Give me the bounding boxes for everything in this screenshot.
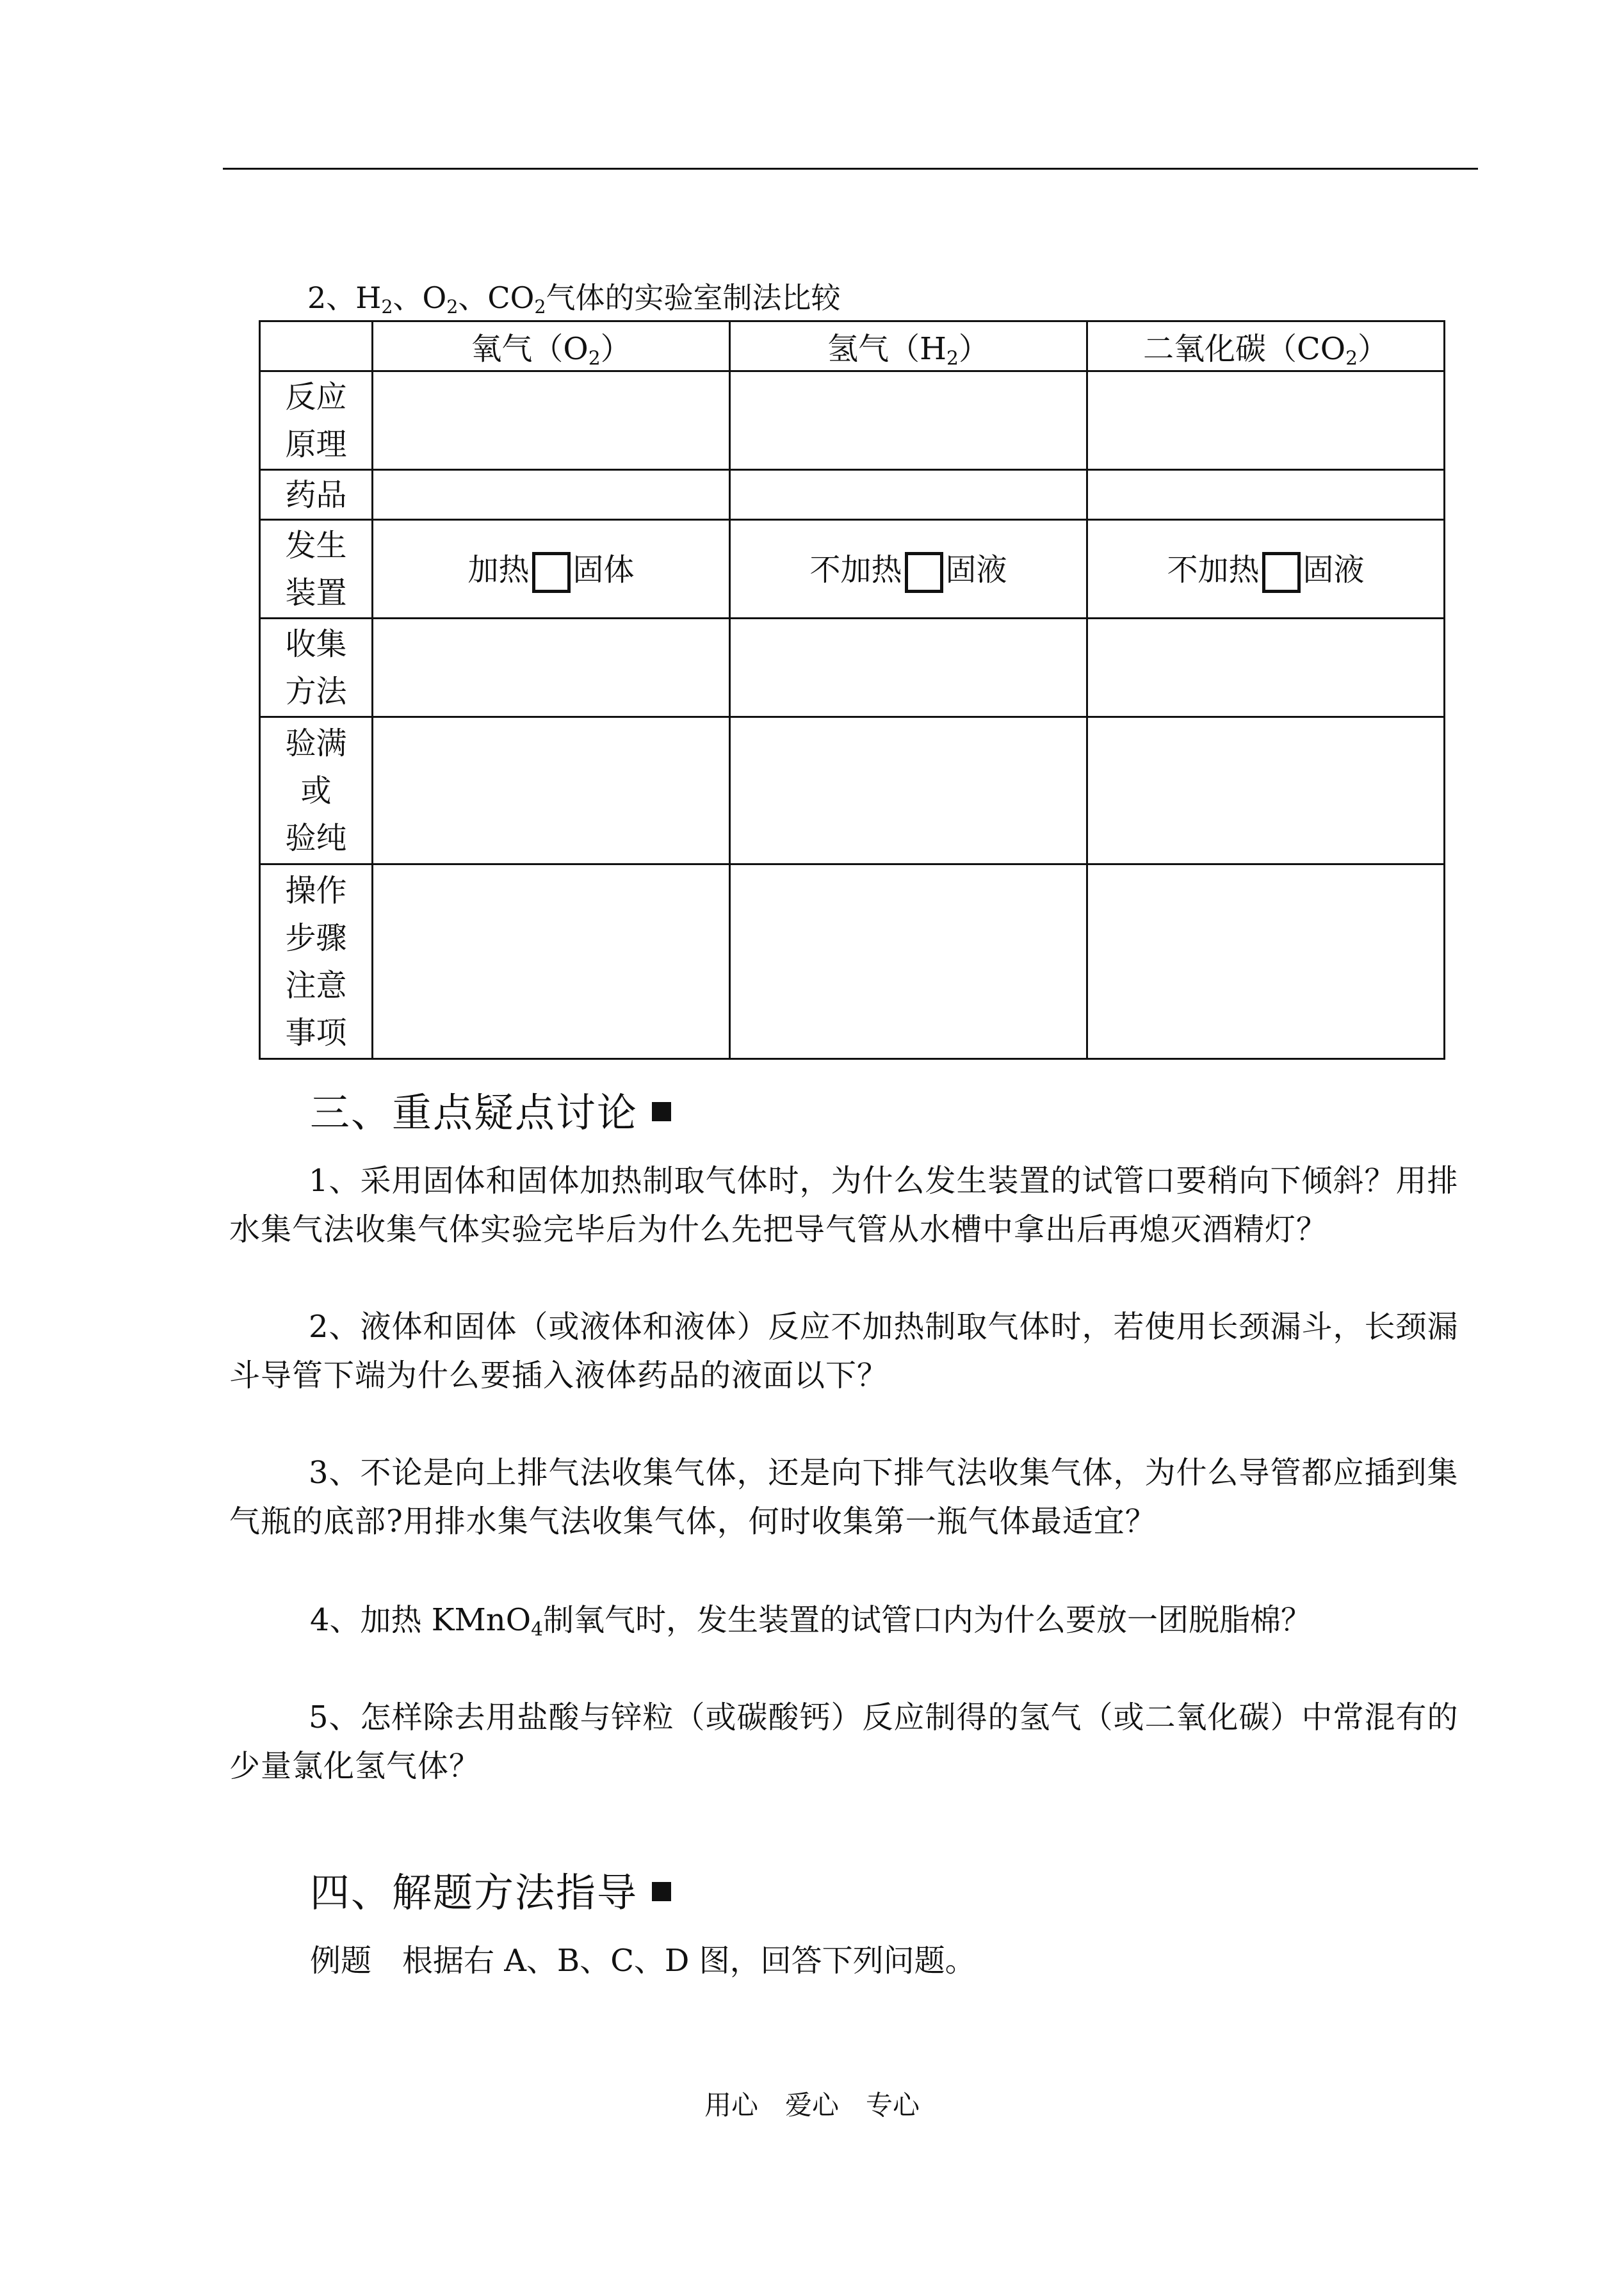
question-4: 4、加热 KMnO$_4$制氧气时，发生装置的试管口内为什么要放一团脱脂棉？ — [310, 1602, 1312, 1641]
header-rule — [223, 168, 1478, 170]
table-cell — [730, 371, 1087, 470]
table-row-verification — [260, 717, 1445, 864]
table-cell — [730, 619, 1087, 717]
question-2: 2、液体和固体（或液体和液体）反应不加热制取气体时，若使用长颈漏斗，长颈漏斗导管下端为什么要插入液体药品的液面以下？ — [229, 1309, 1459, 1393]
column-header-oxygen: 氧气$(O_2)$ — [373, 321, 730, 371]
square-bullet-icon — [652, 1102, 671, 1121]
table-cell — [373, 717, 730, 864]
table-row-apparatus — [260, 520, 1445, 619]
question-3: 3、不论是向上排气法收集气体，还是向下排气法收集气体，为什么导管都应插到集气瓶的底部?用排水集气法收集气体，何时收集第一瓶气体最适宜？ — [229, 1455, 1459, 1539]
row-label: 药品 — [260, 470, 373, 520]
section-4-heading: 四、解题方法指导 — [310, 1866, 671, 1920]
table-row-collection — [260, 619, 1445, 717]
page-footer: 用心 爱心 专心 — [704, 2089, 920, 2121]
table-cell — [730, 470, 1087, 520]
square-bullet-icon — [652, 1882, 671, 1901]
table-cell — [373, 470, 730, 520]
blank-box — [1262, 552, 1301, 593]
table-cell — [730, 717, 1087, 864]
apparatus-cell: 不加热 固液 — [730, 520, 1087, 619]
table-row-procedure-notes — [260, 864, 1445, 1059]
column-header-hydrogen: 氢气$(H_2)$ — [730, 321, 1087, 371]
table-cell — [1087, 864, 1445, 1059]
question-5: 5、怎样除去用盐酸与锌粒（或碳酸钙）反应制得的氢气（或二氧化碳）中常混有的少量氯化氢气体？ — [229, 1699, 1459, 1784]
table-cell — [730, 864, 1087, 1059]
table-row-reagents — [260, 470, 1445, 520]
row-label: 发生 装置 — [260, 520, 373, 619]
table-cell — [373, 619, 730, 717]
table-corner-cell — [260, 321, 373, 371]
table-cell — [373, 371, 730, 470]
table-header-row — [260, 321, 1445, 371]
row-label: 验满 或 验纯 — [260, 717, 373, 864]
table-cell — [373, 864, 730, 1059]
apparatus-cell: 加热 固体 — [373, 520, 730, 619]
table-cell — [1087, 470, 1445, 520]
gas-preparation-table — [259, 320, 1445, 1060]
row-label: 操作 步骤 注意 事项 — [260, 864, 373, 1059]
table-cell — [1087, 619, 1445, 717]
row-label: 反应 原理 — [260, 371, 373, 470]
table-row-reaction-principle — [260, 371, 1445, 470]
column-header-carbon-dioxide: 二氧化碳$(CO_2)$ — [1087, 321, 1445, 371]
apparatus-cell: 不加热 固液 — [1087, 520, 1445, 619]
row-label: 收集 方法 — [260, 619, 373, 717]
question-1: 1、采用固体和固体加热制取气体时，为什么发生装置的试管口要稍向下倾斜？用排水集气法收集气体实验完毕后为什么先把导气管从水槽中拿出后再熄灭酒精灯？ — [229, 1163, 1459, 1247]
table-cell — [1087, 371, 1445, 470]
blank-box — [532, 552, 571, 593]
blank-box — [905, 552, 943, 593]
example-prompt: 例题 根据右 A、B、C、D 图，回答下列问题。 — [310, 1943, 976, 1979]
table-title: 2、$H_2$、$O_2$、$CO_2$气体的实验室制法比较 — [307, 280, 841, 318]
table-cell — [1087, 717, 1445, 864]
section-3-heading: 三、重点疑点讨论 — [310, 1086, 671, 1140]
